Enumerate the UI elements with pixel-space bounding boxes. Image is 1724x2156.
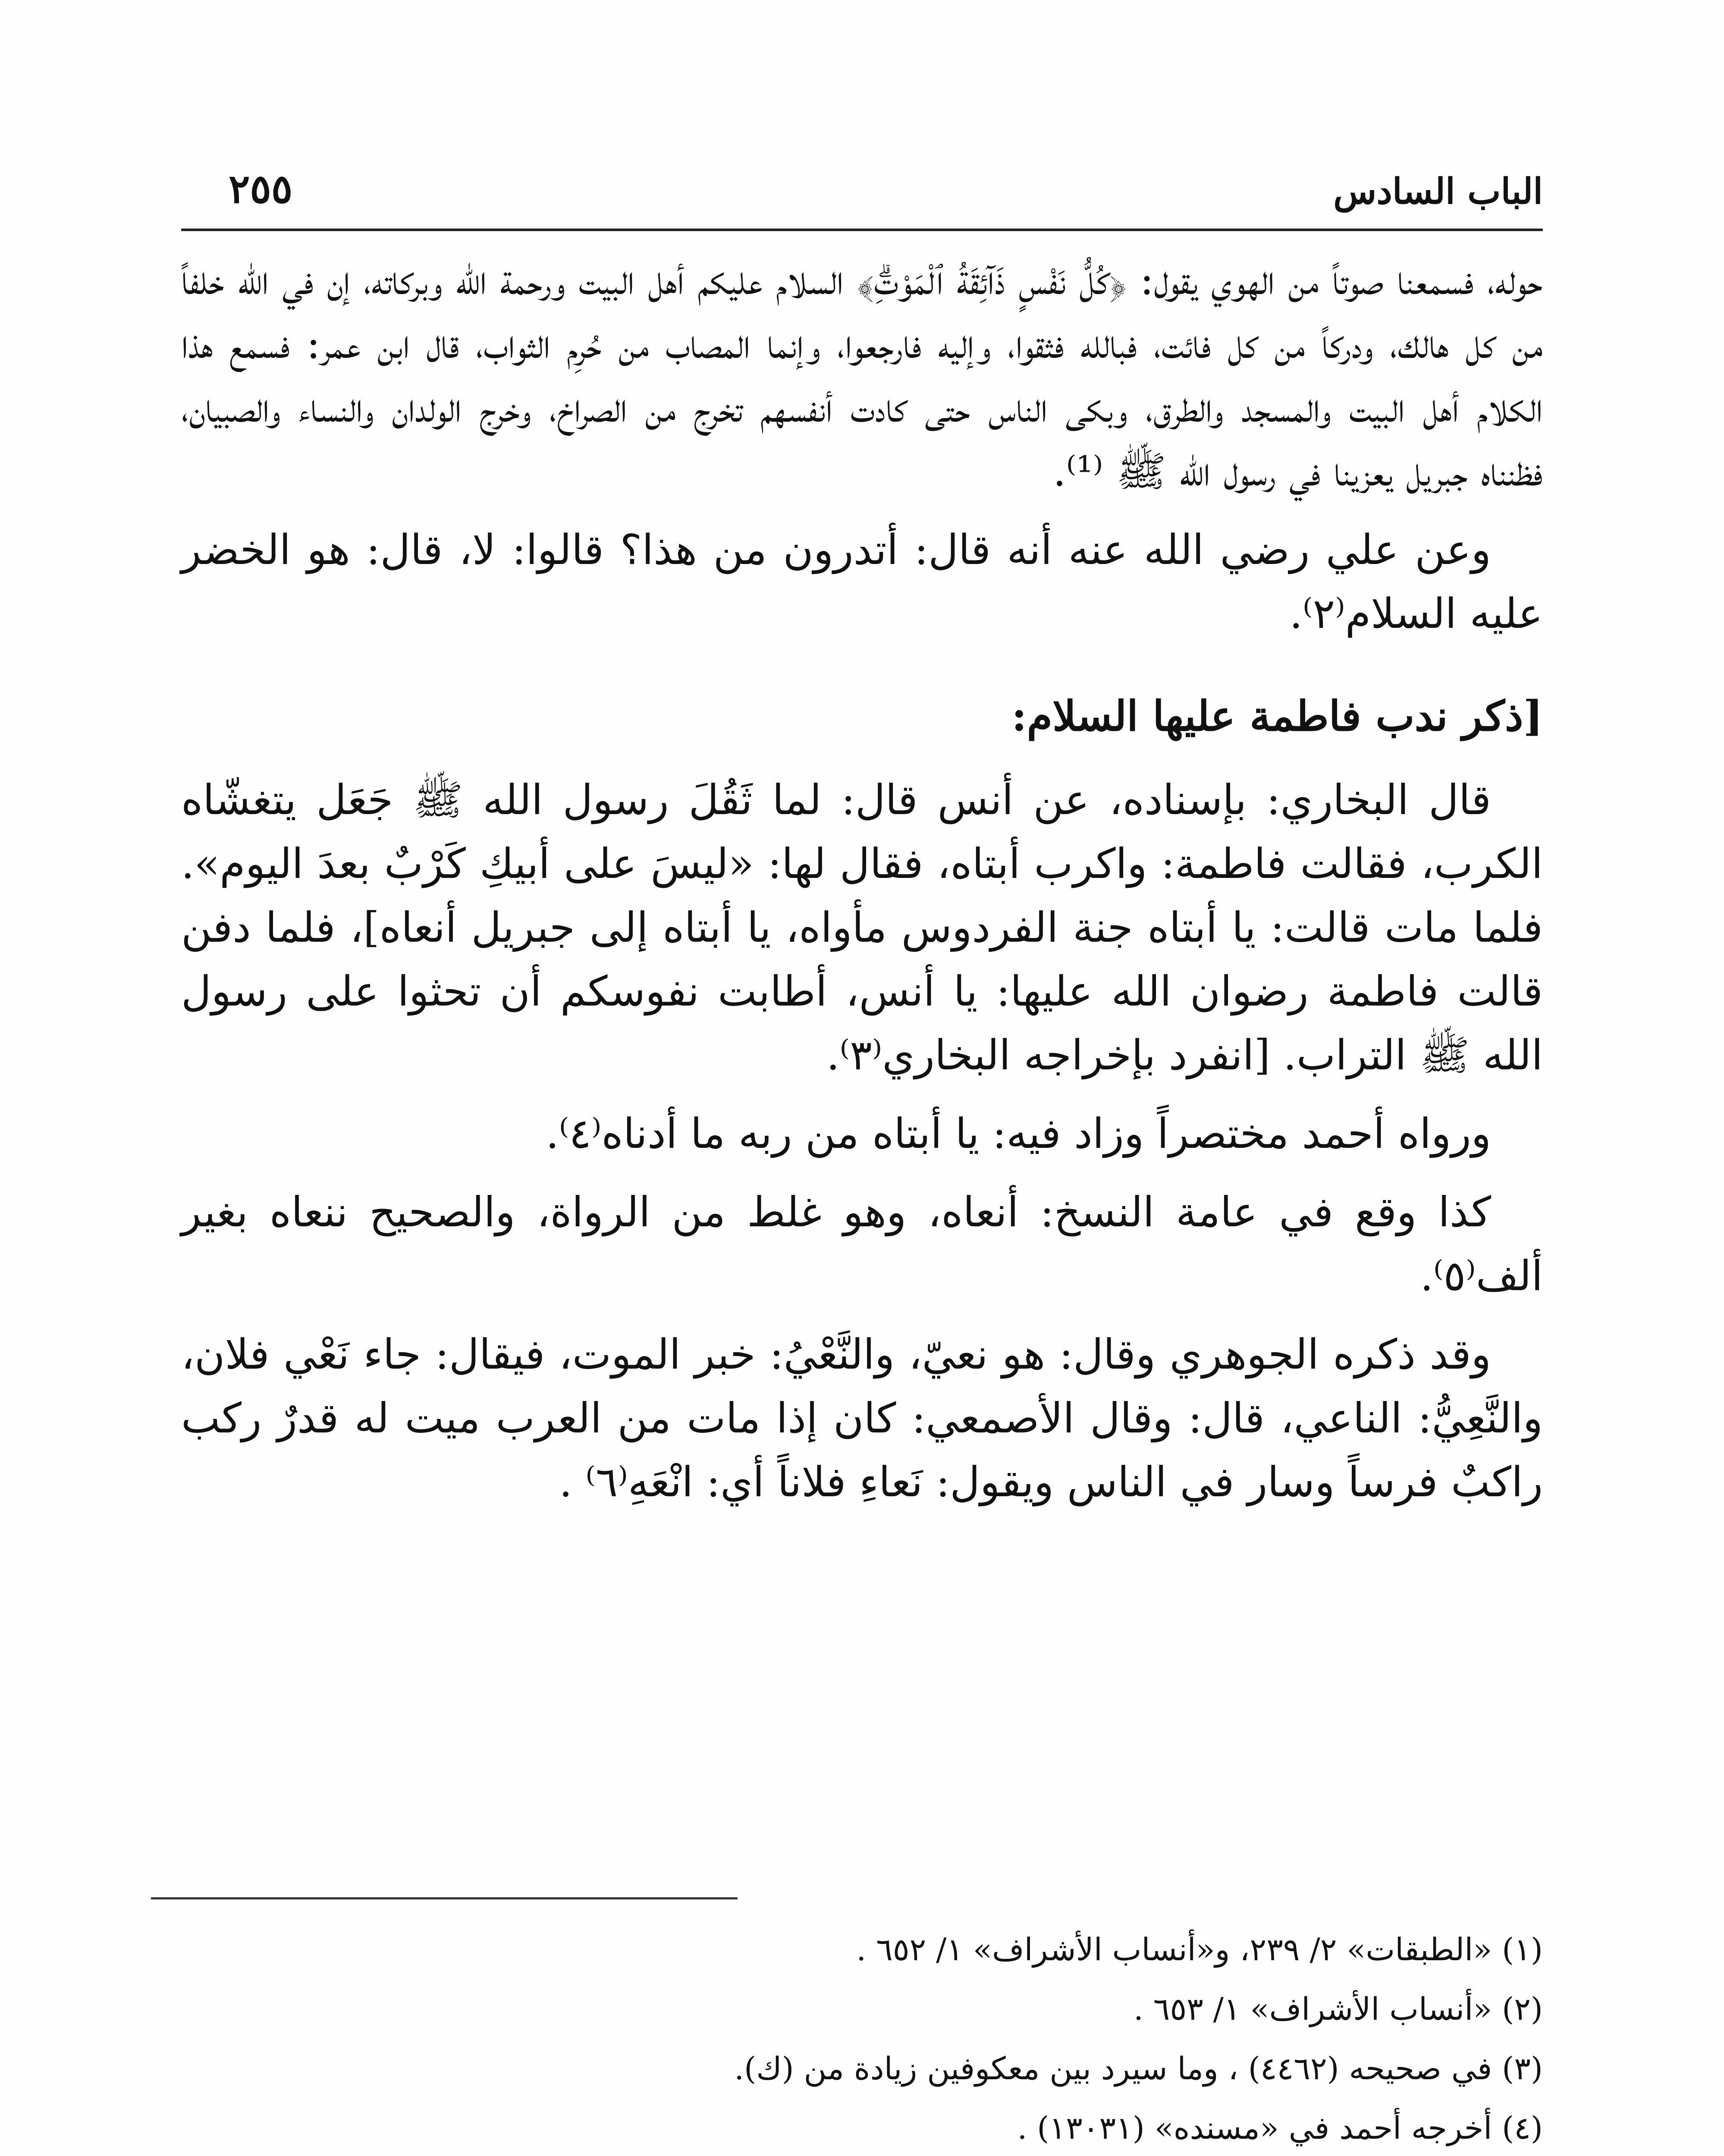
page-header [181, 142, 1543, 216]
section-heading: [ذكر ندب فاطمة عليها السلام: [1011, 692, 1543, 740]
chapter-title: الباب السادس [1333, 171, 1543, 212]
paragraph-jawhari: وقد ذكره الجوهري وقال: هو نعيّ، والنَّعْيُ: خبر الموت، فيقال: جاء نَعْي فلان، والنَّعِيُّ: الناعي، قال: وقال الأصمعي: كان إذا مات من العرب ميت له قدرٌ ركب راكبٌ فرساً وسار في الناس ويقول: نَعاءِ فلاناً أي: انْعَهِ⁽٦⁾ . [181, 1330, 1543, 1506]
header-divider [181, 229, 1543, 231]
paragraph-bukhari: قال البخاري: بإسناده، عن أنس قال: لما ثَقُلَ رسول الله ﷺ جَعَل يتغشّاه الكرب، فقالت فاطمة: واكرب أبتاه، فقال لها: «ليسَ على أبيكِ كَرْبٌ بعدَ اليوم». فلما مات قالت: يا أبتاه جنة الفردوس مأواه، يا أبتاه إلى جبريل أنعاه]، فلما دفن قالت فاطمة رضوان الله عليها: يا أنس، أطابت نفوسكم أن تحثوا على رسول الله ﷺ التراب. [انفرد بإخراجه البخاري⁽٣⁾. [181, 776, 1543, 1079]
main-text [181, 248, 1543, 1529]
footnote-2: (٢) «أنساب الأشراف» ١/ ٦٥٣ . [1134, 1991, 1543, 2027]
paragraph-ali: وعن علي رضي الله عنه أنه قال: أتدرون من هذا؟ قالوا: لا، قال: هو الخضر عليه السلام⁽٢⁾. [181, 526, 1543, 638]
paragraph-note: كذا وقع في عامة النسخ: أنعاه، وهو غلط من الرواة، والصحيح ننعاه بغير ألف⁽٥⁾. [181, 1188, 1543, 1300]
page-number: ٢٥٥ [229, 166, 293, 212]
paragraph-ahmad: ورواه أحمد مختصراً وزاد فيه: يا أبتاه من ربه ما أدناه⁽٤⁾. [546, 1109, 1491, 1158]
footnote-1: (١) «الطبقات» ٢/ ٢٣٩، و«أنساب الأشراف» ١/ ٦٥٢ . [856, 1931, 1543, 1968]
paragraph-opening: حوله، فسمعنا صوتاً من الهوي يقول: ﴿كُلُّ نَفْسٍ ذَآئِقَةُ ٱلْمَوْتِۗ﴾ السلام عليكم أهل البيت ورحمة الله وبركاته، إن في الله خلفاً من كل هالك، ودركاً من كل فائت، فبالله فثقوا، وإليه فارجعوا، وإنما المصاب من حُرِم الثواب، قال ابن عمر: فسمع هذا الكلام أهل البيت والمسجد والطرق، وبكى الناس حتى كادت أنفسهم تخرج من الصراخ، وخرج الولدان والنساء والصبيان، فظنناه جبريل يعزينا في رسول الله ﷺ ⁽¹⁾. [181, 256, 1543, 495]
footnote-4: (٤) أخرجه أحمد في «مسنده» (١٣٠٣١) . [1017, 2110, 1543, 2146]
footnote-3: (٣) في صحيحه (٤٤٦٢) ، وما سيرد بين معكوفين زيادة من (ك). [734, 2050, 1543, 2087]
footnotes-section [181, 1925, 1543, 2156]
footnote-divider [151, 1897, 738, 1899]
